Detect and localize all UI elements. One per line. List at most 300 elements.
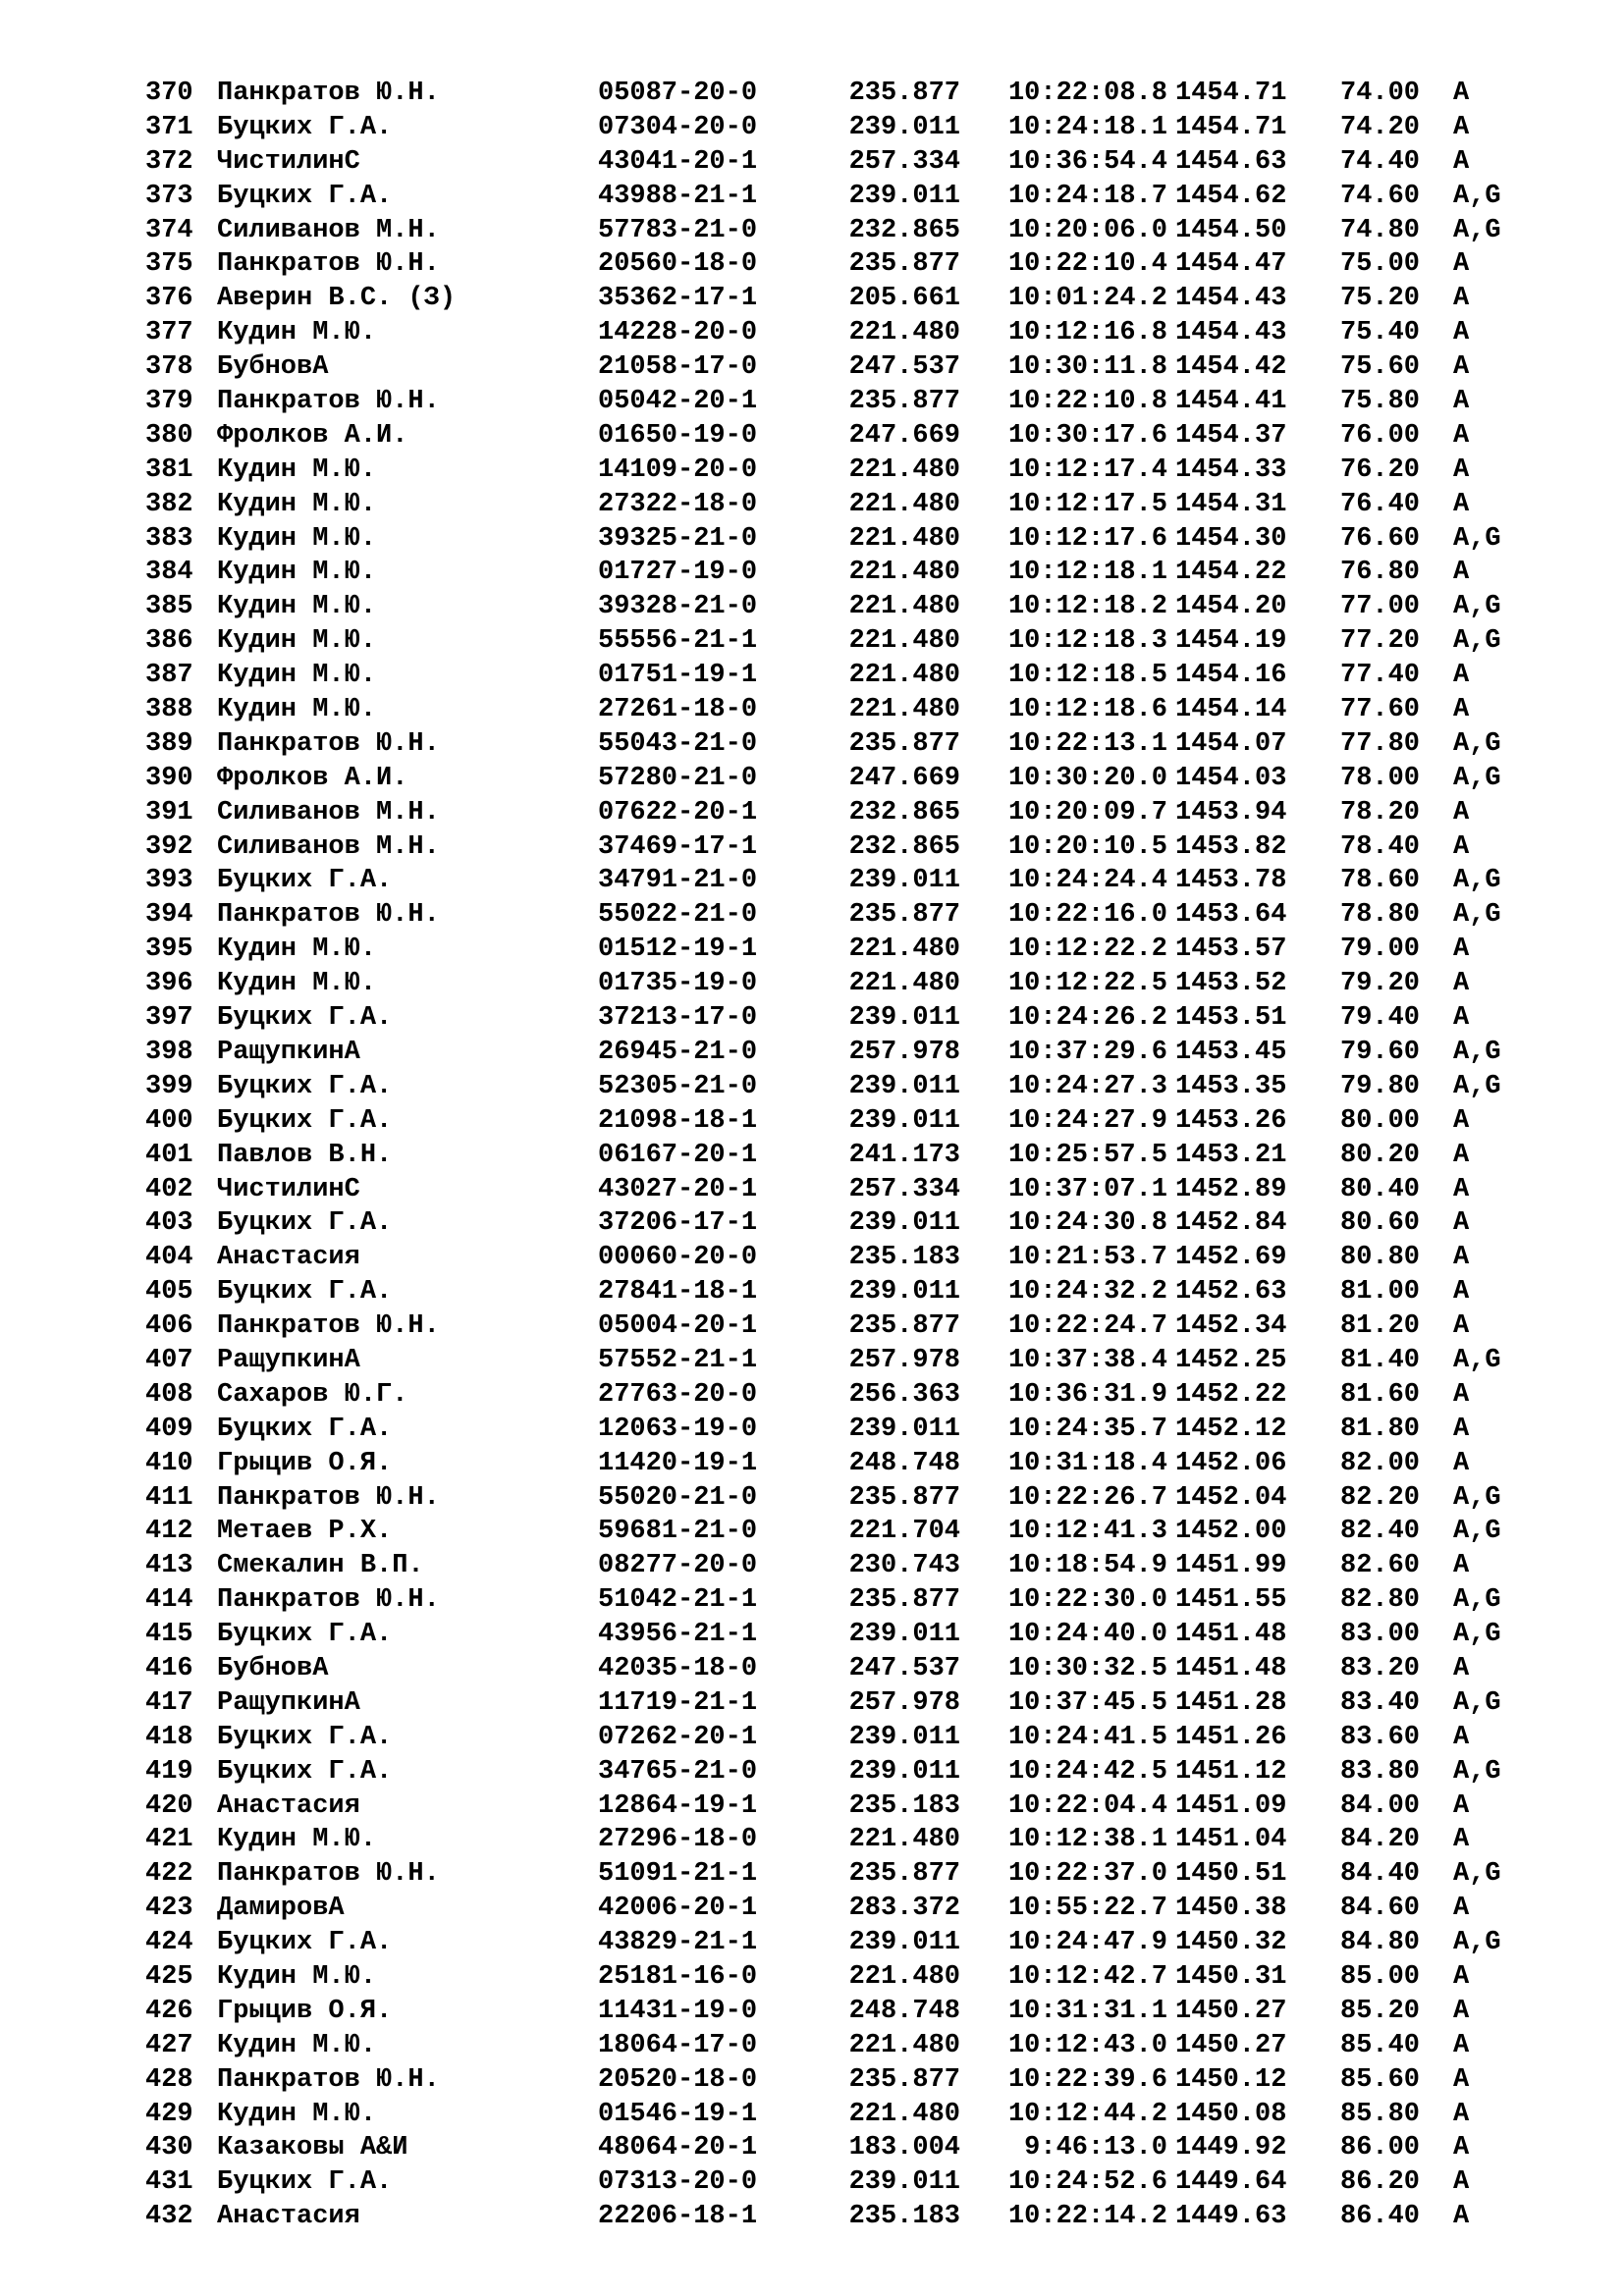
fancier-name: РащупкинА (217, 1687, 360, 1718)
coefficient: 75.60 (1340, 352, 1421, 383)
ring-number: 11431-19-0 (598, 1996, 758, 2026)
place-number: 391 (145, 797, 193, 828)
speed-value: 1450.51 (1175, 1859, 1287, 1890)
place-number: 404 (145, 1243, 193, 1273)
ring-number: 55022-21-0 (598, 900, 758, 931)
speed-value: 1454.42 (1175, 352, 1287, 383)
arrival-time: 10:24:32.2 (1007, 1277, 1167, 1308)
ring-number: 42006-20-1 (598, 1894, 758, 1924)
distance-km: 235.183 (848, 1790, 960, 1821)
place-number: 378 (145, 352, 193, 383)
place-number: 370 (145, 79, 193, 108)
ring-number: 43027-20-1 (598, 1174, 758, 1204)
distance-km: 239.011 (848, 112, 960, 142)
arrival-time: 10:01:24.2 (1007, 284, 1167, 314)
coefficient: 76.60 (1340, 523, 1421, 554)
speed-value: 1454.22 (1175, 558, 1287, 588)
distance-km: 239.011 (848, 1620, 960, 1650)
speed-value: 1452.12 (1175, 1414, 1287, 1444)
fancier-name: Кудин М.Ю. (217, 592, 377, 622)
speed-value: 1453.21 (1175, 1140, 1287, 1170)
coefficient: 84.40 (1340, 1859, 1421, 1890)
category-flags: A (1453, 454, 1470, 485)
ring-number: 07622-20-1 (598, 797, 758, 828)
distance-km: 205.661 (848, 284, 960, 314)
arrival-time: 10:30:17.6 (1007, 420, 1167, 451)
arrival-time: 10:37:38.4 (1007, 1345, 1167, 1375)
place-number: 400 (145, 1105, 193, 1136)
fancier-name: Панкратов Ю.Н. (217, 900, 440, 931)
distance-km: 257.978 (848, 1345, 960, 1375)
arrival-time: 10:31:31.1 (1007, 1996, 1167, 2026)
speed-value: 1453.78 (1175, 866, 1287, 896)
fancier-name: Анастасия (217, 2202, 360, 2232)
category-flags: A,G (1453, 215, 1501, 245)
ring-number: 43956-21-1 (598, 1620, 758, 1650)
place-number: 373 (145, 181, 193, 211)
fancier-name: Буцких Г.А. (217, 1722, 393, 1752)
coefficient: 85.40 (1340, 2030, 1421, 2060)
category-flags: A,G (1453, 1345, 1501, 1375)
arrival-time: 10:12:44.2 (1007, 2099, 1167, 2129)
arrival-time: 10:37:45.5 (1007, 1687, 1167, 1718)
ring-number: 21098-18-1 (598, 1105, 758, 1136)
distance-km: 221.480 (848, 1825, 960, 1855)
coefficient: 77.40 (1340, 661, 1421, 691)
category-flags: A (1453, 1105, 1470, 1136)
arrival-time: 10:22:16.0 (1007, 900, 1167, 931)
fancier-name: Буцких Г.А. (217, 1071, 393, 1101)
distance-km: 235.877 (848, 1585, 960, 1616)
coefficient: 83.00 (1340, 1620, 1421, 1650)
fancier-name: Кудин М.Ю. (217, 318, 377, 348)
ring-number: 00060-20-0 (598, 1243, 758, 1273)
coefficient: 78.60 (1340, 866, 1421, 896)
fancier-name: Фролков А.И. (217, 420, 408, 451)
coefficient: 80.00 (1340, 1105, 1421, 1136)
coefficient: 78.00 (1340, 763, 1421, 793)
fancier-name: Кудин М.Ю. (217, 454, 377, 485)
arrival-time: 10:30:32.5 (1007, 1653, 1167, 1683)
fancier-name: РащупкинА (217, 1345, 360, 1375)
fancier-name: РащупкинА (217, 1037, 360, 1067)
distance-km: 239.011 (848, 1003, 960, 1034)
ring-number: 01512-19-1 (598, 934, 758, 965)
ring-number: 14228-20-0 (598, 318, 758, 348)
fancier-name: ДамировА (217, 1894, 345, 1924)
coefficient: 84.00 (1340, 1790, 1421, 1821)
fancier-name: Кудин М.Ю. (217, 934, 377, 965)
distance-km: 235.877 (848, 728, 960, 759)
ring-number: 18064-17-0 (598, 2030, 758, 2060)
place-number: 392 (145, 831, 193, 862)
distance-km: 248.748 (848, 1996, 960, 2026)
speed-value: 1454.62 (1175, 181, 1287, 211)
category-flags: A (1453, 1243, 1470, 1273)
place-number: 376 (145, 284, 193, 314)
place-number: 430 (145, 2133, 193, 2163)
place-number: 384 (145, 558, 193, 588)
distance-km: 221.704 (848, 1517, 960, 1547)
arrival-time: 10:12:18.5 (1007, 661, 1167, 691)
coefficient: 84.60 (1340, 1894, 1421, 1924)
coefficient: 77.80 (1340, 728, 1421, 759)
fancier-name: Сахаров Ю.Г. (217, 1379, 408, 1410)
coefficient: 75.40 (1340, 318, 1421, 348)
speed-value: 1449.92 (1175, 2133, 1287, 2163)
coefficient: 74.20 (1340, 112, 1421, 142)
coefficient: 83.40 (1340, 1687, 1421, 1718)
category-flags: A (1453, 318, 1470, 348)
speed-value: 1452.04 (1175, 1482, 1287, 1513)
category-flags: A,G (1453, 1620, 1501, 1650)
category-flags: A,G (1453, 1517, 1501, 1547)
category-flags: A (1453, 1825, 1470, 1855)
distance-km: 235.877 (848, 1311, 960, 1342)
speed-value: 1451.26 (1175, 1722, 1287, 1752)
speed-value: 1454.37 (1175, 420, 1287, 451)
ring-number: 55556-21-1 (598, 626, 758, 657)
category-flags: A (1453, 2133, 1470, 2163)
ring-number: 01735-19-0 (598, 969, 758, 999)
ring-number: 27296-18-0 (598, 1825, 758, 1855)
category-flags: A (1453, 1277, 1470, 1308)
category-flags: A (1453, 2202, 1470, 2232)
fancier-name: Панкратов Ю.Н. (217, 79, 440, 108)
speed-value: 1451.09 (1175, 1790, 1287, 1821)
ring-number: 34765-21-0 (598, 1756, 758, 1787)
place-number: 386 (145, 626, 193, 657)
category-flags: A (1453, 831, 1470, 862)
fancier-name: Буцких Г.А. (217, 1208, 393, 1239)
category-flags: A,G (1453, 1859, 1501, 1890)
arrival-time: 10:22:08.8 (1007, 79, 1167, 108)
place-number: 428 (145, 2064, 193, 2095)
fancier-name: БубновА (217, 352, 329, 383)
distance-km: 235.877 (848, 249, 960, 280)
speed-value: 1454.43 (1175, 318, 1287, 348)
coefficient: 75.20 (1340, 284, 1421, 314)
category-flags: A (1453, 1790, 1470, 1821)
distance-km: 257.978 (848, 1037, 960, 1067)
arrival-time: 10:12:17.5 (1007, 489, 1167, 519)
coefficient: 77.20 (1340, 626, 1421, 657)
arrival-time: 10:12:42.7 (1007, 1961, 1167, 1992)
category-flags: A,G (1453, 763, 1501, 793)
place-number: 422 (145, 1859, 193, 1890)
distance-km: 221.480 (848, 969, 960, 999)
arrival-time: 10:22:26.7 (1007, 1482, 1167, 1513)
coefficient: 86.40 (1340, 2202, 1421, 2232)
arrival-time: 10:12:43.0 (1007, 2030, 1167, 2060)
arrival-time: 10:22:37.0 (1007, 1859, 1167, 1890)
place-number: 410 (145, 1448, 193, 1478)
coefficient: 81.40 (1340, 1345, 1421, 1375)
coefficient: 83.20 (1340, 1653, 1421, 1683)
fancier-name: Буцких Г.А. (217, 1414, 393, 1444)
category-flags: A (1453, 969, 1470, 999)
speed-value: 1451.28 (1175, 1687, 1287, 1718)
category-flags: A (1453, 1311, 1470, 1342)
speed-value: 1454.14 (1175, 695, 1287, 725)
speed-value: 1454.63 (1175, 146, 1287, 177)
place-number: 385 (145, 592, 193, 622)
distance-km: 232.865 (848, 215, 960, 245)
ring-number: 51042-21-1 (598, 1585, 758, 1616)
speed-value: 1453.82 (1175, 831, 1287, 862)
distance-km: 221.480 (848, 592, 960, 622)
distance-km: 239.011 (848, 2167, 960, 2198)
category-flags: A (1453, 558, 1470, 588)
distance-km: 257.334 (848, 146, 960, 177)
place-number: 372 (145, 146, 193, 177)
place-number: 377 (145, 318, 193, 348)
speed-value: 1454.20 (1175, 592, 1287, 622)
fancier-name: Казаковы А&И (217, 2133, 408, 2163)
speed-value: 1450.32 (1175, 1928, 1287, 1958)
ring-number: 11420-19-1 (598, 1448, 758, 1478)
category-flags: A (1453, 489, 1470, 519)
arrival-time: 10:36:31.9 (1007, 1379, 1167, 1410)
coefficient: 80.60 (1340, 1208, 1421, 1239)
ring-number: 39328-21-0 (598, 592, 758, 622)
ring-number: 05004-20-1 (598, 1311, 758, 1342)
category-flags: A (1453, 1414, 1470, 1444)
speed-value: 1450.38 (1175, 1894, 1287, 1924)
fancier-name: Кудин М.Ю. (217, 489, 377, 519)
fancier-name: Буцких Г.А. (217, 1277, 393, 1308)
distance-km: 221.480 (848, 2099, 960, 2129)
ring-number: 55043-21-0 (598, 728, 758, 759)
distance-km: 239.011 (848, 1928, 960, 1958)
arrival-time: 10:24:24.4 (1007, 866, 1167, 896)
coefficient: 80.80 (1340, 1243, 1421, 1273)
coefficient: 85.80 (1340, 2099, 1421, 2129)
ring-number: 22206-18-1 (598, 2202, 758, 2232)
distance-km: 221.480 (848, 318, 960, 348)
ring-number: 27261-18-0 (598, 695, 758, 725)
coefficient: 76.20 (1340, 454, 1421, 485)
category-flags: A,G (1453, 1687, 1501, 1718)
arrival-time: 10:12:18.2 (1007, 592, 1167, 622)
place-number: 414 (145, 1585, 193, 1616)
place-number: 383 (145, 523, 193, 554)
arrival-time: 10:55:22.7 (1007, 1894, 1167, 1924)
coefficient: 82.60 (1340, 1551, 1421, 1581)
distance-km: 235.877 (848, 1859, 960, 1890)
category-flags: A (1453, 1208, 1470, 1239)
coefficient: 81.80 (1340, 1414, 1421, 1444)
ring-number: 14109-20-0 (598, 454, 758, 485)
distance-km: 247.669 (848, 420, 960, 451)
distance-km: 257.334 (848, 1174, 960, 1204)
place-number: 409 (145, 1414, 193, 1444)
category-flags: A (1453, 1894, 1470, 1924)
distance-km: 239.011 (848, 1277, 960, 1308)
ring-number: 01751-19-1 (598, 661, 758, 691)
speed-value: 1454.19 (1175, 626, 1287, 657)
coefficient: 74.80 (1340, 215, 1421, 245)
speed-value: 1451.12 (1175, 1756, 1287, 1787)
category-flags: A (1453, 2099, 1470, 2129)
category-flags: A,G (1453, 181, 1501, 211)
arrival-time: 10:24:42.5 (1007, 1756, 1167, 1787)
coefficient: 80.40 (1340, 1174, 1421, 1204)
place-number: 407 (145, 1345, 193, 1375)
arrival-time: 10:24:40.0 (1007, 1620, 1167, 1650)
distance-km: 283.372 (848, 1894, 960, 1924)
category-flags: A,G (1453, 900, 1501, 931)
place-number: 412 (145, 1517, 193, 1547)
category-flags: A (1453, 352, 1470, 383)
speed-value: 1451.55 (1175, 1585, 1287, 1616)
arrival-time: 10:12:18.6 (1007, 695, 1167, 725)
place-number: 388 (145, 695, 193, 725)
ring-number: 12864-19-1 (598, 1790, 758, 1821)
arrival-time: 10:31:18.4 (1007, 1448, 1167, 1478)
distance-km: 235.877 (848, 1482, 960, 1513)
coefficient: 85.00 (1340, 1961, 1421, 1992)
speed-value: 1453.45 (1175, 1037, 1287, 1067)
speed-value: 1451.48 (1175, 1653, 1287, 1683)
ring-number: 52305-21-0 (598, 1071, 758, 1101)
arrival-time: 10:30:11.8 (1007, 352, 1167, 383)
fancier-name: Павлов В.Н. (217, 1140, 393, 1170)
arrival-time: 10:24:47.9 (1007, 1928, 1167, 1958)
ring-number: 48064-20-1 (598, 2133, 758, 2163)
ring-number: 01727-19-0 (598, 558, 758, 588)
ring-number: 57280-21-0 (598, 763, 758, 793)
arrival-time: 10:24:52.6 (1007, 2167, 1167, 2198)
ring-number: 43041-20-1 (598, 146, 758, 177)
category-flags: A (1453, 387, 1470, 417)
speed-value: 1450.31 (1175, 1961, 1287, 1992)
speed-value: 1452.25 (1175, 1345, 1287, 1375)
place-number: 415 (145, 1620, 193, 1650)
distance-km: 239.011 (848, 1756, 960, 1787)
ring-number: 06167-20-1 (598, 1140, 758, 1170)
category-flags: A,G (1453, 626, 1501, 657)
distance-km: 239.011 (848, 1414, 960, 1444)
category-flags: A (1453, 1448, 1470, 1478)
speed-value: 1454.07 (1175, 728, 1287, 759)
category-flags: A (1453, 420, 1470, 451)
ring-number: 34791-21-0 (598, 866, 758, 896)
speed-value: 1454.31 (1175, 489, 1287, 519)
coefficient: 79.80 (1340, 1071, 1421, 1101)
speed-value: 1453.26 (1175, 1105, 1287, 1136)
ring-number: 27841-18-1 (598, 1277, 758, 1308)
coefficient: 84.80 (1340, 1928, 1421, 1958)
fancier-name: Кудин М.Ю. (217, 1825, 377, 1855)
ring-number: 27763-20-0 (598, 1379, 758, 1410)
distance-km: 239.011 (848, 1722, 960, 1752)
arrival-time: 10:22:10.8 (1007, 387, 1167, 417)
distance-km: 235.877 (848, 900, 960, 931)
distance-km: 257.978 (848, 1687, 960, 1718)
category-flags: A (1453, 2064, 1470, 2095)
ring-number: 43829-21-1 (598, 1928, 758, 1958)
arrival-time: 10:36:54.4 (1007, 146, 1167, 177)
arrival-time: 10:24:27.9 (1007, 1105, 1167, 1136)
speed-value: 1453.94 (1175, 797, 1287, 828)
coefficient: 78.40 (1340, 831, 1421, 862)
coefficient: 76.00 (1340, 420, 1421, 451)
place-number: 421 (145, 1825, 193, 1855)
fancier-name: Смекалин В.П. (217, 1551, 424, 1581)
ring-number: 35362-17-1 (598, 284, 758, 314)
speed-value: 1453.57 (1175, 934, 1287, 965)
coefficient: 74.60 (1340, 181, 1421, 211)
place-number: 379 (145, 387, 193, 417)
speed-value: 1453.51 (1175, 1003, 1287, 1034)
category-flags: A (1453, 695, 1470, 725)
distance-km: 247.537 (848, 352, 960, 383)
ring-number: 20520-18-0 (598, 2064, 758, 2095)
category-flags: A (1453, 249, 1470, 280)
arrival-time: 10:12:38.1 (1007, 1825, 1167, 1855)
arrival-time: 10:24:41.5 (1007, 1722, 1167, 1752)
fancier-name: Фролков А.И. (217, 763, 408, 793)
ring-number: 42035-18-0 (598, 1653, 758, 1683)
fancier-name: Силиванов М.Н. (217, 831, 440, 862)
speed-value: 1449.64 (1175, 2167, 1287, 2198)
distance-km: 235.877 (848, 79, 960, 108)
ring-number: 25181-16-0 (598, 1961, 758, 1992)
fancier-name: Панкратов Ю.Н. (217, 728, 440, 759)
place-number: 402 (145, 1174, 193, 1204)
speed-value: 1453.52 (1175, 969, 1287, 999)
arrival-time: 10:20:10.5 (1007, 831, 1167, 862)
ring-number: 07262-20-1 (598, 1722, 758, 1752)
arrival-time: 10:24:18.1 (1007, 112, 1167, 142)
coefficient: 84.20 (1340, 1825, 1421, 1855)
fancier-name: Грыцив О.Я. (217, 1996, 393, 2026)
place-number: 413 (145, 1551, 193, 1581)
arrival-time: 10:21:53.7 (1007, 1243, 1167, 1273)
coefficient: 85.20 (1340, 1996, 1421, 2026)
arrival-time: 9:46:13.0 (1024, 2133, 1167, 2163)
distance-km: 221.480 (848, 695, 960, 725)
category-flags: A,G (1453, 1585, 1501, 1616)
category-flags: A,G (1453, 1037, 1501, 1067)
fancier-name: Буцких Г.А. (217, 1928, 393, 1958)
fancier-name: Буцких Г.А. (217, 181, 393, 211)
coefficient: 82.00 (1340, 1448, 1421, 1478)
arrival-time: 10:25:57.5 (1007, 1140, 1167, 1170)
place-number: 381 (145, 454, 193, 485)
fancier-name: Панкратов Ю.Н. (217, 1585, 440, 1616)
speed-value: 1452.06 (1175, 1448, 1287, 1478)
fancier-name: Буцких Г.А. (217, 112, 393, 142)
ring-number: 59681-21-0 (598, 1517, 758, 1547)
arrival-time: 10:22:10.4 (1007, 249, 1167, 280)
speed-value: 1451.48 (1175, 1620, 1287, 1650)
speed-value: 1452.69 (1175, 1243, 1287, 1273)
speed-value: 1454.71 (1175, 79, 1287, 108)
place-number: 405 (145, 1277, 193, 1308)
speed-value: 1450.27 (1175, 2030, 1287, 2060)
distance-km: 232.865 (848, 831, 960, 862)
coefficient: 76.40 (1340, 489, 1421, 519)
category-flags: A (1453, 1653, 1470, 1683)
coefficient: 77.00 (1340, 592, 1421, 622)
fancier-name: Буцких Г.А. (217, 1620, 393, 1650)
arrival-time: 10:22:14.2 (1007, 2202, 1167, 2232)
speed-value: 1454.71 (1175, 112, 1287, 142)
place-number: 427 (145, 2030, 193, 2060)
category-flags: A,G (1453, 728, 1501, 759)
